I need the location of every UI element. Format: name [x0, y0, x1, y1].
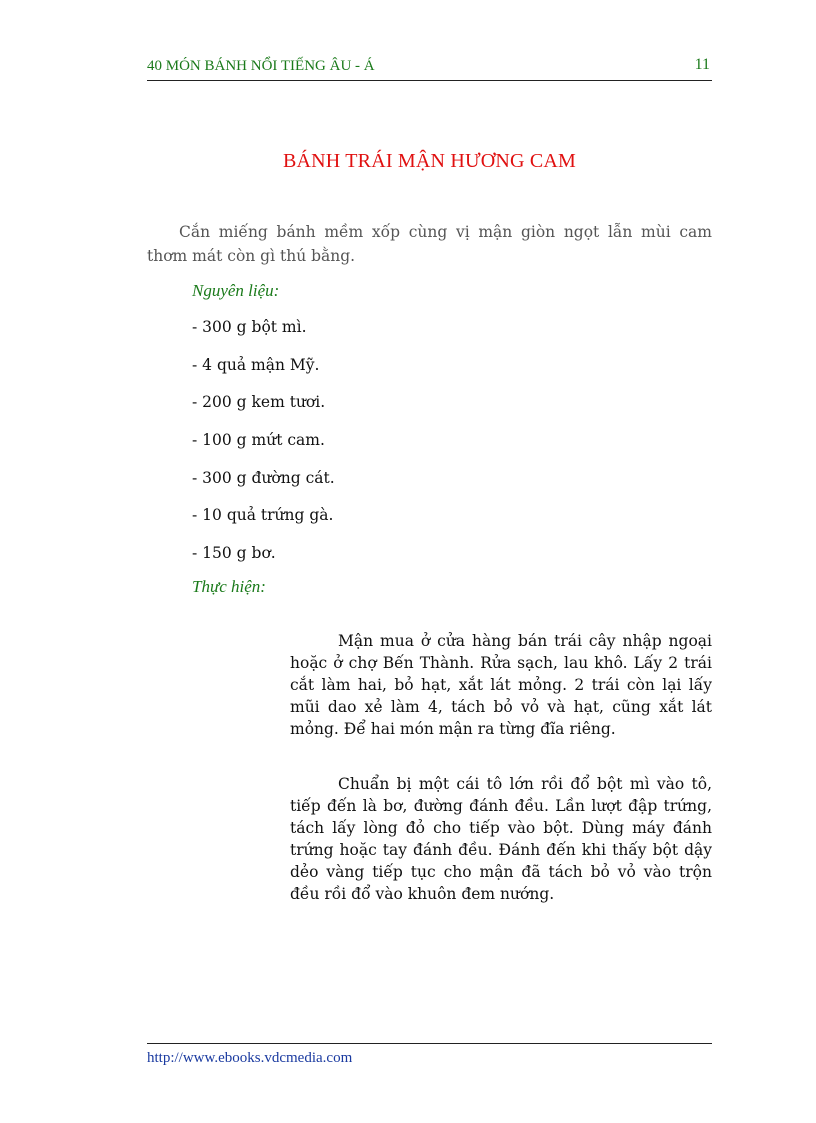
method-step-1: Mận mua ở cửa hàng bán trái cây nhập ngoại hoặc ở chợ Bến Thành. Rửa sạch, lau khô. Lấy 2 trái cắt làm hai, bỏ hạt, xắt lát mỏng. 2 trái còn lại lấy mũi dao xẻ làm 4, tách bỏ vỏ và hạt, cũng xắt lát mỏng. Để hai món mận ra từng đĩa riêng. [290, 632, 712, 738]
ingredients-heading: Nguyên liệu: [192, 281, 280, 300]
page-header [147, 56, 712, 81]
page-number: 11 [694, 56, 710, 73]
list-item: - 300 g đường cát. [192, 468, 335, 487]
list-item: - 4 quả mận Mỹ. [192, 355, 320, 374]
ingredients-list [192, 316, 335, 580]
method-step-2: Chuẩn bị một cái tô lớn rồi đổ bột mì vào tô, tiếp đến là bơ, đường đánh đều. Lần lượt đập trứng, tách lấy lòng đỏ cho tiếp vào bột. Dùng máy đánh trứng hoặc tay đánh đều. Đánh đến khi thấy bột dậy dẻo vàng tiếp tục cho mận đã tách bỏ vỏ vào trộn đều rồi đổ vào khuôn đem nướng. [290, 775, 712, 903]
page-footer [147, 1043, 712, 1067]
recipe-intro: Cắn miếng bánh mềm xốp cùng vị mận giòn ngọt lẫn mùi cam thơm mát còn gì thú bằng. [147, 223, 712, 265]
list-item: - 300 g bột mì. [192, 318, 307, 336]
list-item: - 200 g kem tươi. [192, 393, 326, 412]
book-title: 40 MÓN BÁNH NỔI TIẾNG ÂU - Á [147, 58, 375, 74]
list-item: - 10 quả trứng gà. [192, 506, 334, 525]
list-item: - 150 g bơ. [192, 544, 276, 563]
footer-link[interactable]: http://www.ebooks.vdcmedia.com [147, 1050, 353, 1066]
list-item: - 100 g mứt cam. [192, 431, 325, 450]
method-heading: Thực hiện: [192, 577, 266, 596]
recipe-title: BÁNH TRÁI MẬN HƯƠNG CAM [282, 150, 577, 172]
